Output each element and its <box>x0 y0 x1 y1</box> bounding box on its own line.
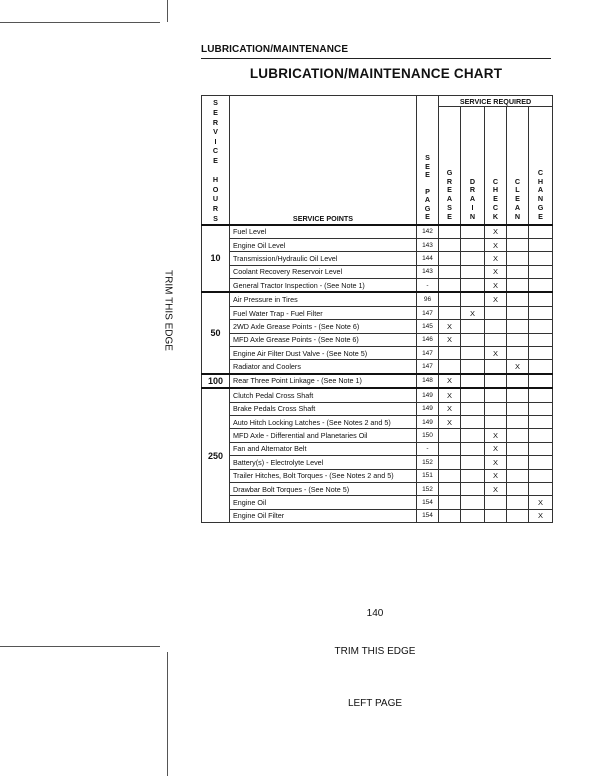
page-number: 140 <box>366 608 384 619</box>
service-hours-header: S E R V I C E H O U R S <box>202 96 230 225</box>
service-mark-cell <box>485 509 507 522</box>
see-page-value: 96 <box>417 292 439 306</box>
service-mark-cell <box>461 279 485 293</box>
service-mark-cell <box>439 347 461 360</box>
service-mark-cell <box>529 279 553 293</box>
service-mark-cell <box>529 252 553 265</box>
service-mark-cell <box>507 469 529 482</box>
service-mark-cell <box>507 306 529 319</box>
service-mark-cell <box>485 402 507 415</box>
see-page-value: 147 <box>417 347 439 360</box>
table-row <box>202 333 553 346</box>
service-point: Transmission/Hydraulic Oil Level <box>230 252 417 265</box>
service-mark-cell <box>461 374 485 388</box>
service-mark-cell <box>507 456 529 469</box>
table-row <box>202 320 553 333</box>
service-mark-cell <box>485 374 507 388</box>
service-mark-cell: X <box>439 388 461 402</box>
service-mark-cell <box>485 415 507 428</box>
column-header-change: C H A N G E <box>529 107 553 225</box>
table-row <box>202 415 553 428</box>
service-mark-cell <box>439 509 461 522</box>
service-mark-cell: X <box>529 496 553 509</box>
service-mark-cell <box>507 238 529 251</box>
table-row <box>202 469 553 482</box>
service-mark-cell <box>507 225 529 239</box>
see-page-value: 152 <box>417 482 439 495</box>
service-mark-cell <box>529 265 553 278</box>
service-mark-cell <box>439 429 461 442</box>
table-row <box>202 238 553 251</box>
service-point: Fuel Level <box>230 225 417 239</box>
table-row <box>202 442 553 455</box>
see-page-value: 143 <box>417 238 439 251</box>
service-mark-cell <box>507 388 529 402</box>
column-header-check: C H E C K <box>485 107 507 225</box>
service-mark-cell <box>529 306 553 319</box>
service-mark-cell <box>461 496 485 509</box>
service-point: Engine Oil Level <box>230 238 417 251</box>
service-mark-cell <box>439 279 461 293</box>
service-mark-cell <box>461 238 485 251</box>
see-page-value: 149 <box>417 402 439 415</box>
see-page-header: S E E P A G E <box>417 96 439 225</box>
table-row <box>202 429 553 442</box>
service-point: General Tractor Inspection - (See Note 1) <box>230 279 417 293</box>
service-mark-cell: X <box>485 252 507 265</box>
see-page-value: 149 <box>417 388 439 402</box>
service-mark-cell <box>529 360 553 374</box>
service-mark-cell <box>461 415 485 428</box>
service-mark-cell <box>507 252 529 265</box>
service-mark-cell: X <box>485 265 507 278</box>
service-point: Air Pressure in Tires <box>230 292 417 306</box>
see-page-value: 150 <box>417 429 439 442</box>
service-point: 2WD Axle Grease Points - (See Note 6) <box>230 320 417 333</box>
service-mark-cell <box>529 388 553 402</box>
service-mark-cell <box>507 509 529 522</box>
service-mark-cell <box>461 482 485 495</box>
service-required-header: SERVICE REQUIRED <box>439 96 553 107</box>
service-mark-cell: X <box>485 292 507 306</box>
service-mark-cell <box>529 320 553 333</box>
service-mark-cell <box>529 469 553 482</box>
service-point: Fan and Alternator Belt <box>230 442 417 455</box>
service-hours-value: 100 <box>202 374 230 388</box>
table-row <box>202 482 553 495</box>
section-header: LUBRICATION/MAINTENANCE <box>201 44 349 55</box>
service-mark-cell <box>507 442 529 455</box>
crop-mark-top-left <box>0 22 160 23</box>
trim-edge-side-label: TRIM THIS EDGE <box>162 270 174 351</box>
service-mark-cell <box>507 279 529 293</box>
crop-mark-bottom-vertical <box>167 652 168 776</box>
service-mark-cell <box>439 238 461 251</box>
service-point: Engine Oil <box>230 496 417 509</box>
service-mark-cell <box>485 388 507 402</box>
service-point: Brake Pedals Cross Shaft <box>230 402 417 415</box>
service-mark-cell <box>439 442 461 455</box>
service-mark-cell <box>507 320 529 333</box>
service-mark-cell <box>507 265 529 278</box>
service-mark-cell: X <box>439 320 461 333</box>
service-mark-cell: X <box>461 306 485 319</box>
column-header-clean: C L E A N <box>507 107 529 225</box>
service-mark-cell <box>485 496 507 509</box>
service-mark-cell <box>461 347 485 360</box>
table-row <box>202 374 553 388</box>
service-hours-value: 250 <box>202 388 230 522</box>
service-point: Radiator and Coolers <box>230 360 417 374</box>
see-page-value: 143 <box>417 265 439 278</box>
service-mark-cell: X <box>507 360 529 374</box>
see-page-value: 148 <box>417 374 439 388</box>
service-mark-cell <box>507 429 529 442</box>
service-mark-cell <box>461 469 485 482</box>
maintenance-chart-table <box>201 95 553 523</box>
service-mark-cell <box>529 442 553 455</box>
service-mark-cell <box>529 456 553 469</box>
table-row <box>202 279 553 293</box>
service-mark-cell <box>507 374 529 388</box>
service-mark-cell <box>461 388 485 402</box>
chart-title: LUBRICATION/MAINTENANCE CHART <box>249 66 503 81</box>
service-mark-cell <box>439 482 461 495</box>
service-mark-cell <box>439 292 461 306</box>
service-mark-cell: X <box>439 374 461 388</box>
see-page-value: 145 <box>417 320 439 333</box>
see-page-value: 149 <box>417 415 439 428</box>
service-mark-cell <box>461 509 485 522</box>
service-mark-cell <box>529 225 553 239</box>
crop-mark-top-vertical <box>167 0 168 22</box>
service-mark-cell <box>439 469 461 482</box>
service-mark-cell: X <box>529 509 553 522</box>
service-mark-cell <box>439 225 461 239</box>
service-mark-cell <box>529 374 553 388</box>
service-hours-value: 50 <box>202 292 230 373</box>
service-point: Clutch Pedal Cross Shaft <box>230 388 417 402</box>
see-page-value: 144 <box>417 252 439 265</box>
service-mark-cell <box>461 402 485 415</box>
table-row <box>202 402 553 415</box>
service-mark-cell <box>529 415 553 428</box>
service-mark-cell <box>507 496 529 509</box>
service-point: MFD Axle - Differential and Planetaries Oil <box>230 429 417 442</box>
see-page-value: 154 <box>417 509 439 522</box>
service-mark-cell <box>461 320 485 333</box>
service-mark-cell <box>529 238 553 251</box>
service-point: Engine Air Filter Dust Valve - (See Note 5) <box>230 347 417 360</box>
see-page-value: 151 <box>417 469 439 482</box>
header-rule <box>201 58 551 59</box>
service-mark-cell: X <box>485 347 507 360</box>
service-mark-cell: X <box>485 238 507 251</box>
service-mark-cell <box>485 306 507 319</box>
see-page-value: - <box>417 279 439 293</box>
table-row <box>202 388 553 402</box>
service-mark-cell: X <box>485 225 507 239</box>
column-header-grease: G R E A S E <box>439 107 461 225</box>
service-mark-cell <box>439 252 461 265</box>
service-mark-cell <box>485 333 507 346</box>
table-row <box>202 496 553 509</box>
see-page-value: - <box>417 442 439 455</box>
service-mark-cell: X <box>485 456 507 469</box>
service-mark-cell <box>529 429 553 442</box>
service-mark-cell <box>461 442 485 455</box>
service-mark-cell: X <box>485 279 507 293</box>
service-mark-cell <box>439 456 461 469</box>
service-mark-cell <box>485 320 507 333</box>
service-mark-cell <box>461 333 485 346</box>
service-mark-cell <box>507 482 529 495</box>
service-mark-cell <box>507 333 529 346</box>
table-row <box>202 292 553 306</box>
service-mark-cell <box>507 292 529 306</box>
service-mark-cell: X <box>439 415 461 428</box>
table-row <box>202 252 553 265</box>
footer-page-side: LEFT PAGE <box>347 698 403 709</box>
service-mark-cell <box>461 252 485 265</box>
see-page-value: 152 <box>417 456 439 469</box>
footer-trim-label: TRIM THIS EDGE <box>334 646 416 657</box>
service-mark-cell <box>529 347 553 360</box>
service-mark-cell <box>461 429 485 442</box>
service-mark-cell: X <box>485 482 507 495</box>
service-mark-cell <box>507 415 529 428</box>
service-mark-cell <box>529 402 553 415</box>
service-mark-cell: X <box>439 333 461 346</box>
see-page-value: 154 <box>417 496 439 509</box>
service-point: Coolant Recovery Reservoir Level <box>230 265 417 278</box>
service-mark-cell <box>529 292 553 306</box>
service-point: Auto Hitch Locking Latches - (See Notes 2 and 5) <box>230 415 417 428</box>
see-page-value: 147 <box>417 360 439 374</box>
service-mark-cell: X <box>485 429 507 442</box>
crop-mark-bottom-left <box>0 646 160 647</box>
see-page-value: 146 <box>417 333 439 346</box>
service-mark-cell: X <box>485 469 507 482</box>
table-row <box>202 265 553 278</box>
service-point: MFD Axle Grease Points - (See Note 6) <box>230 333 417 346</box>
see-page-value: 142 <box>417 225 439 239</box>
service-mark-cell <box>461 292 485 306</box>
service-point: Rear Three Point Linkage - (See Note 1) <box>230 374 417 388</box>
table-row <box>202 360 553 374</box>
service-mark-cell <box>461 265 485 278</box>
service-mark-cell <box>439 306 461 319</box>
service-mark-cell <box>529 333 553 346</box>
service-mark-cell <box>461 225 485 239</box>
service-hours-value: 10 <box>202 225 230 293</box>
service-mark-cell <box>439 360 461 374</box>
service-point: Drawbar Bolt Torques - (See Note 5) <box>230 482 417 495</box>
service-mark-cell <box>439 265 461 278</box>
service-mark-cell <box>439 496 461 509</box>
service-mark-cell: X <box>439 402 461 415</box>
service-mark-cell <box>461 360 485 374</box>
service-point: Battery(s) - Electrolyte Level <box>230 456 417 469</box>
service-point: Engine Oil Filter <box>230 509 417 522</box>
table-row <box>202 306 553 319</box>
table-row <box>202 509 553 522</box>
service-mark-cell <box>507 402 529 415</box>
service-mark-cell <box>507 347 529 360</box>
service-mark-cell: X <box>485 442 507 455</box>
service-mark-cell <box>529 482 553 495</box>
service-point: Fuel Water Trap - Fuel Filter <box>230 306 417 319</box>
column-header-drain: D R A I N <box>461 107 485 225</box>
table-row <box>202 456 553 469</box>
service-point: Trailer Hitches, Bolt Torques - (See Notes 2 and 5) <box>230 469 417 482</box>
table-row <box>202 347 553 360</box>
service-mark-cell <box>485 360 507 374</box>
table-row <box>202 225 553 239</box>
service-mark-cell <box>461 456 485 469</box>
see-page-value: 147 <box>417 306 439 319</box>
service-points-header: SERVICE POINTS <box>230 96 417 225</box>
